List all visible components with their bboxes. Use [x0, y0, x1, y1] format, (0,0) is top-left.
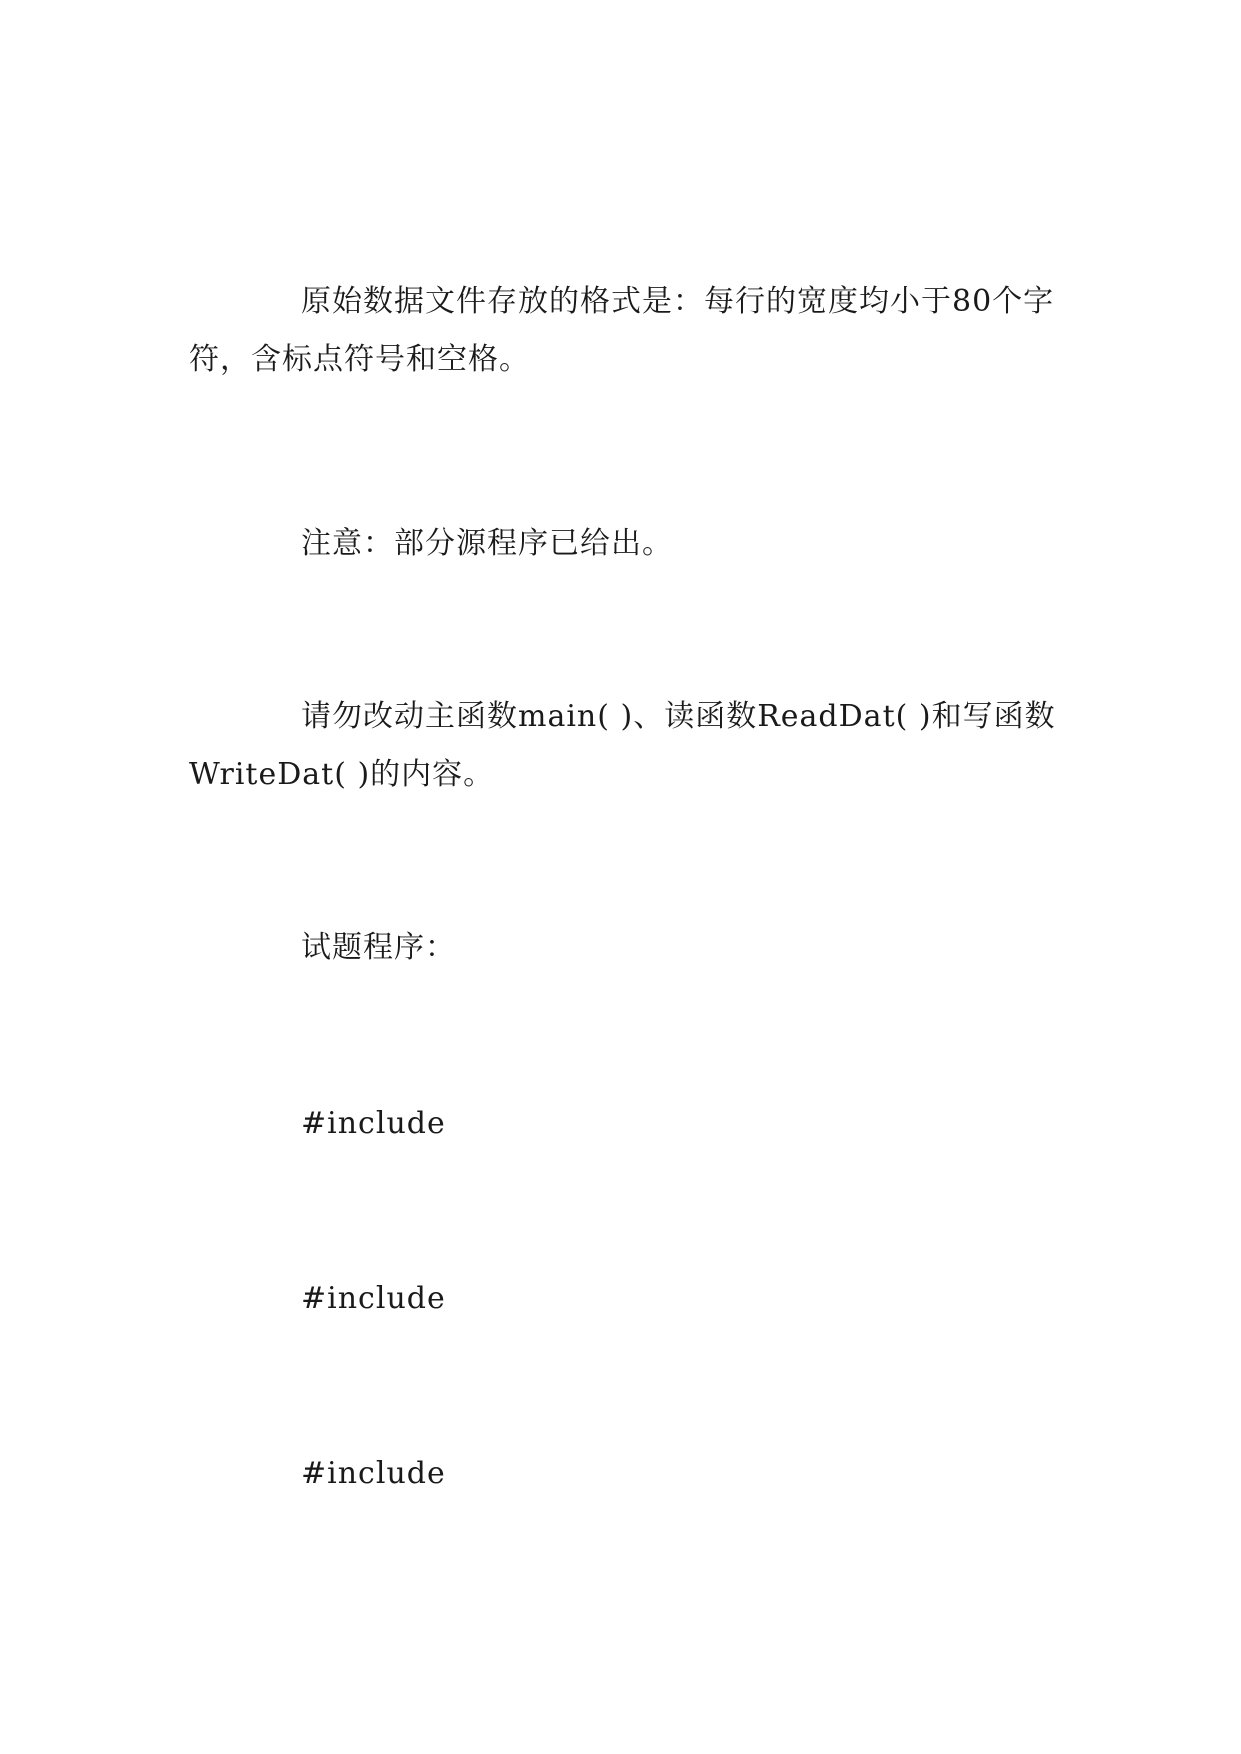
code-line-include-1: #include	[301, 1106, 446, 1141]
paragraph-instruction: 请勿改动主函数main( )、读函数ReadDat( )和写函数WriteDat( )的内容。	[189, 699, 1056, 792]
paragraph-note: 注意：部分源程序已给出。	[301, 526, 673, 561]
code-line-include-2: #include	[301, 1281, 446, 1316]
paragraph-data-format: 原始数据文件存放的格式是：每行的宽度均小于80个字符，含标点符号和空格。	[189, 284, 1055, 377]
code-line-include-3: #include	[301, 1456, 446, 1491]
paragraph-program-heading: 试题程序：	[301, 930, 456, 965]
